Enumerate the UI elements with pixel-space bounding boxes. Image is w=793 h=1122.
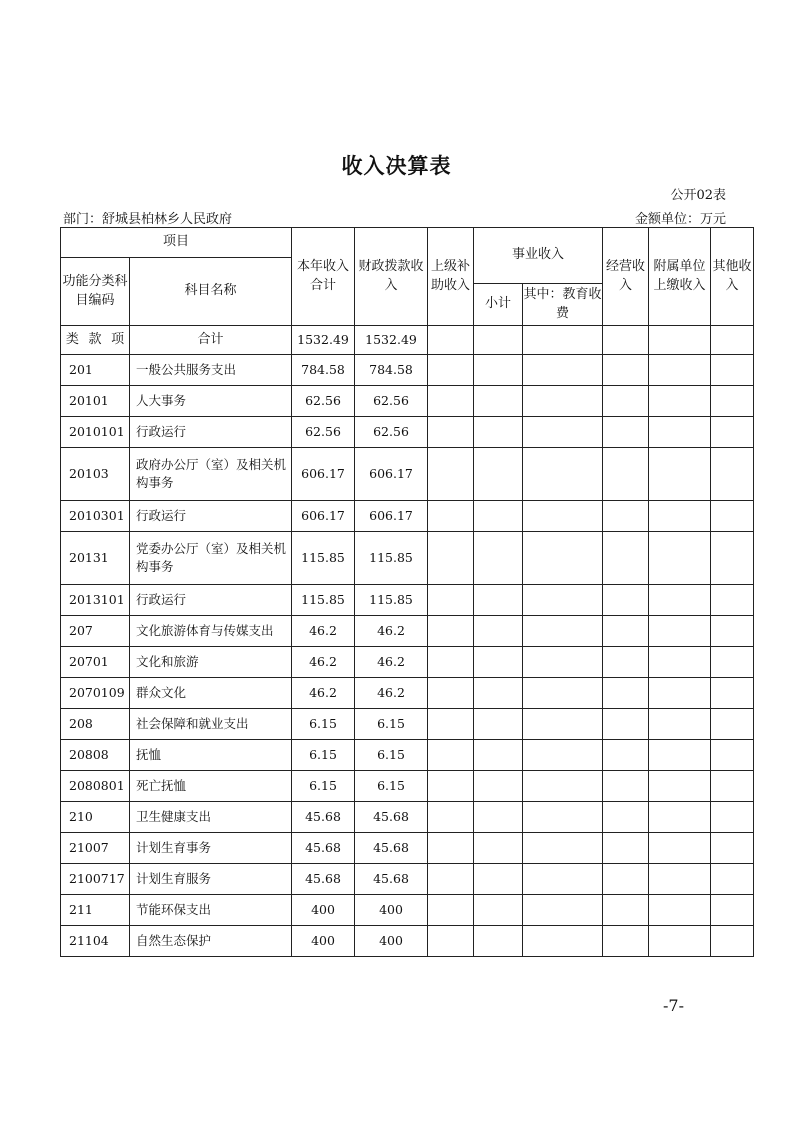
row-code: 211 <box>61 895 130 926</box>
empty-cell <box>428 616 474 647</box>
table-row <box>61 647 754 678</box>
empty-cell <box>428 585 474 616</box>
header-func-code: 功能分类科目编码 <box>61 258 130 326</box>
table-row <box>61 501 754 532</box>
page-number: -7- <box>663 996 684 1015</box>
row-code: 20101 <box>61 386 130 417</box>
empty-cell <box>474 802 523 833</box>
empty-cell <box>711 386 754 417</box>
empty-cell <box>649 616 711 647</box>
row-total-income: 400 <box>292 895 355 926</box>
empty-cell <box>474 532 523 585</box>
empty-cell <box>474 355 523 386</box>
row-subject-name: 群众文化 <box>130 678 292 709</box>
empty-cell <box>523 448 603 501</box>
empty-cell <box>603 740 649 771</box>
row-fiscal: 606.17 <box>355 501 428 532</box>
row-total-income: 62.56 <box>292 417 355 448</box>
table-row <box>61 740 754 771</box>
empty-cell <box>523 771 603 802</box>
empty-cell <box>603 355 649 386</box>
total-income-value: 1532.49 <box>292 326 355 355</box>
empty-cell <box>523 678 603 709</box>
department-label: 部门：舒城县柏林乡人民政府 <box>63 212 233 227</box>
empty-cell <box>523 585 603 616</box>
empty-cell <box>428 709 474 740</box>
empty-cell <box>603 616 649 647</box>
row-subject-name: 社会保障和就业支出 <box>130 709 292 740</box>
empty-cell <box>649 864 711 895</box>
row-fiscal: 400 <box>355 926 428 957</box>
table-row <box>61 585 754 616</box>
row-fiscal: 62.56 <box>355 417 428 448</box>
empty-cell <box>649 709 711 740</box>
header-kuan: 款 <box>88 331 102 347</box>
row-subject-name: 自然生态保护 <box>130 926 292 957</box>
empty-cell <box>711 833 754 864</box>
empty-cell <box>603 771 649 802</box>
table-body <box>61 355 754 957</box>
table-row <box>61 864 754 895</box>
empty-cell <box>428 771 474 802</box>
header-fiscal: 财政拨款收入 <box>355 228 428 326</box>
row-code: 210 <box>61 802 130 833</box>
empty-cell <box>603 864 649 895</box>
header-subject-name: 科目名称 <box>130 258 292 326</box>
row-code: 20103 <box>61 448 130 501</box>
row-code: 20701 <box>61 647 130 678</box>
empty-cell <box>649 355 711 386</box>
empty-cell <box>428 448 474 501</box>
empty-cell <box>603 678 649 709</box>
row-fiscal: 46.2 <box>355 678 428 709</box>
row-fiscal: 62.56 <box>355 386 428 417</box>
empty-cell <box>428 926 474 957</box>
row-subject-name: 一般公共服务支出 <box>130 355 292 386</box>
row-code: 2013101 <box>61 585 130 616</box>
empty-cell <box>649 771 711 802</box>
header-superior: 上级补助收入 <box>428 228 474 326</box>
row-subject-name: 人大事务 <box>130 386 292 417</box>
row-total-income: 45.68 <box>292 833 355 864</box>
header-subtotal: 小计 <box>474 284 523 326</box>
row-code: 21007 <box>61 833 130 864</box>
row-subject-name: 文化旅游体育与传媒支出 <box>130 616 292 647</box>
empty-cell <box>523 802 603 833</box>
empty-cell <box>649 802 711 833</box>
empty-cell <box>603 802 649 833</box>
row-total-income: 46.2 <box>292 678 355 709</box>
table-row <box>61 616 754 647</box>
header-xiang: 项 <box>111 331 125 347</box>
empty-cell <box>474 709 523 740</box>
empty-cell <box>474 895 523 926</box>
row-subject-name: 抚恤 <box>130 740 292 771</box>
row-fiscal: 606.17 <box>355 448 428 501</box>
empty-cell <box>474 417 523 448</box>
empty-cell <box>711 417 754 448</box>
header-other: 其他收入 <box>711 228 754 326</box>
empty-cell <box>474 448 523 501</box>
row-fiscal: 115.85 <box>355 532 428 585</box>
empty-cell <box>428 895 474 926</box>
row-total-income: 784.58 <box>292 355 355 386</box>
empty-cell <box>711 678 754 709</box>
table-row <box>61 678 754 709</box>
empty-cell <box>603 833 649 864</box>
empty-cell <box>603 647 649 678</box>
row-subject-name: 死亡抚恤 <box>130 771 292 802</box>
row-total-income: 606.17 <box>292 448 355 501</box>
empty-cell <box>523 926 603 957</box>
empty-cell <box>428 802 474 833</box>
row-subject-name: 党委办公厅（室）及相关机构事务 <box>130 532 292 585</box>
empty-cell <box>523 709 603 740</box>
empty-cell <box>711 355 754 386</box>
empty-cell <box>428 740 474 771</box>
empty-cell <box>711 926 754 957</box>
empty-cell <box>649 740 711 771</box>
row-total-income: 115.85 <box>292 585 355 616</box>
empty-cell <box>523 740 603 771</box>
empty-cell <box>474 678 523 709</box>
row-fiscal: 6.15 <box>355 740 428 771</box>
empty-cell <box>428 501 474 532</box>
empty-cell <box>523 833 603 864</box>
row-subject-name: 计划生育服务 <box>130 864 292 895</box>
empty-cell <box>711 895 754 926</box>
empty-cell <box>428 386 474 417</box>
empty-cell <box>711 532 754 585</box>
row-total-income: 606.17 <box>292 501 355 532</box>
empty-cell <box>711 740 754 771</box>
header-category-levels <box>61 326 130 355</box>
empty-cell <box>474 740 523 771</box>
row-total-income: 45.68 <box>292 802 355 833</box>
row-fiscal: 45.68 <box>355 864 428 895</box>
row-total-income: 400 <box>292 926 355 957</box>
row-subject-name: 行政运行 <box>130 501 292 532</box>
empty-cell <box>603 501 649 532</box>
table-row <box>61 448 754 501</box>
row-subject-name: 政府办公厅（室）及相关机构事务 <box>130 448 292 501</box>
row-total-income: 45.68 <box>292 864 355 895</box>
row-fiscal: 46.2 <box>355 647 428 678</box>
row-total-income: 115.85 <box>292 532 355 585</box>
header-business: 事业收入 <box>474 228 603 284</box>
empty-cell <box>603 895 649 926</box>
table-row <box>61 532 754 585</box>
empty-cell <box>474 585 523 616</box>
empty-cell <box>474 864 523 895</box>
empty-cell <box>711 448 754 501</box>
empty-cell <box>523 647 603 678</box>
row-subject-name: 卫生健康支出 <box>130 802 292 833</box>
empty-cell <box>474 647 523 678</box>
empty-cell <box>523 532 603 585</box>
empty-cell <box>711 709 754 740</box>
empty-cell <box>474 501 523 532</box>
empty-cell <box>649 895 711 926</box>
row-total-income: 6.15 <box>292 740 355 771</box>
row-code: 2080801 <box>61 771 130 802</box>
header-operating: 经营收入 <box>603 228 649 326</box>
table-row <box>61 895 754 926</box>
empty-cell <box>523 895 603 926</box>
table-row <box>61 386 754 417</box>
row-fiscal: 45.68 <box>355 833 428 864</box>
empty-cell <box>474 771 523 802</box>
form-number: 公开02表 <box>670 188 726 203</box>
row-subject-name: 计划生育事务 <box>130 833 292 864</box>
row-total-income: 6.15 <box>292 709 355 740</box>
empty-cell <box>428 678 474 709</box>
empty-cell <box>711 771 754 802</box>
row-fiscal: 45.68 <box>355 802 428 833</box>
row-code: 201 <box>61 355 130 386</box>
row-code: 21104 <box>61 926 130 957</box>
row-fiscal: 6.15 <box>355 709 428 740</box>
empty-cell <box>428 355 474 386</box>
amount-unit-label: 金额单位：万元 <box>634 212 726 227</box>
table-header <box>61 228 754 355</box>
empty-cell <box>523 616 603 647</box>
row-total-income: 46.2 <box>292 616 355 647</box>
table-row <box>61 926 754 957</box>
empty-cell <box>603 532 649 585</box>
empty-cell <box>474 616 523 647</box>
empty-cell <box>523 417 603 448</box>
empty-cell <box>649 417 711 448</box>
header-affiliated: 附属单位上缴收入 <box>649 228 711 326</box>
empty-cell <box>603 448 649 501</box>
row-code: 20131 <box>61 532 130 585</box>
empty-cell <box>649 501 711 532</box>
empty-cell <box>523 864 603 895</box>
page-title: 收入决算表 <box>341 154 452 178</box>
row-fiscal: 400 <box>355 895 428 926</box>
table-row <box>61 771 754 802</box>
row-subject-name: 节能环保支出 <box>130 895 292 926</box>
table-row <box>61 833 754 864</box>
header-total-income: 本年收入合计 <box>292 228 355 326</box>
empty-cell <box>649 532 711 585</box>
header-edu-fee: 其中：教育收费 <box>523 284 603 326</box>
row-total-income: 46.2 <box>292 647 355 678</box>
empty-cell <box>474 926 523 957</box>
row-code: 2100717 <box>61 864 130 895</box>
table-row <box>61 417 754 448</box>
empty-cell <box>649 448 711 501</box>
empty-cell <box>711 802 754 833</box>
row-subject-name: 文化和旅游 <box>130 647 292 678</box>
empty-cell <box>649 833 711 864</box>
empty-cell <box>711 585 754 616</box>
row-total-income: 6.15 <box>292 771 355 802</box>
table-row <box>61 802 754 833</box>
empty-cell <box>603 585 649 616</box>
row-fiscal: 6.15 <box>355 771 428 802</box>
empty-cell <box>428 532 474 585</box>
row-code: 2010301 <box>61 501 130 532</box>
empty-cell <box>603 386 649 417</box>
empty-cell <box>523 501 603 532</box>
row-total-income: 62.56 <box>292 386 355 417</box>
empty-cell <box>428 864 474 895</box>
income-table <box>60 227 754 957</box>
table-row <box>61 355 754 386</box>
empty-cell <box>428 417 474 448</box>
total-fiscal-value: 1532.49 <box>355 326 428 355</box>
empty-cell <box>649 926 711 957</box>
total-label: 合计 <box>130 326 292 355</box>
row-code: 2010101 <box>61 417 130 448</box>
empty-cell <box>711 864 754 895</box>
empty-cell <box>649 678 711 709</box>
empty-cell <box>649 386 711 417</box>
header-lei: 类 <box>65 331 79 347</box>
row-code: 208 <box>61 709 130 740</box>
empty-cell <box>711 616 754 647</box>
empty-cell <box>474 833 523 864</box>
empty-cell <box>603 417 649 448</box>
empty-cell <box>523 386 603 417</box>
row-subject-name: 行政运行 <box>130 585 292 616</box>
empty-cell <box>711 647 754 678</box>
empty-cell <box>603 709 649 740</box>
empty-cell <box>428 647 474 678</box>
empty-cell <box>603 926 649 957</box>
row-fiscal: 46.2 <box>355 616 428 647</box>
empty-cell <box>474 386 523 417</box>
empty-cell <box>711 501 754 532</box>
empty-cell <box>523 355 603 386</box>
header-project: 项目 <box>61 228 292 258</box>
row-code: 207 <box>61 616 130 647</box>
row-code: 2070109 <box>61 678 130 709</box>
row-fiscal: 115.85 <box>355 585 428 616</box>
row-fiscal: 784.58 <box>355 355 428 386</box>
row-subject-name: 行政运行 <box>130 417 292 448</box>
empty-cell <box>649 585 711 616</box>
row-code: 20808 <box>61 740 130 771</box>
empty-cell <box>649 647 711 678</box>
empty-cell <box>428 833 474 864</box>
table-row <box>61 709 754 740</box>
